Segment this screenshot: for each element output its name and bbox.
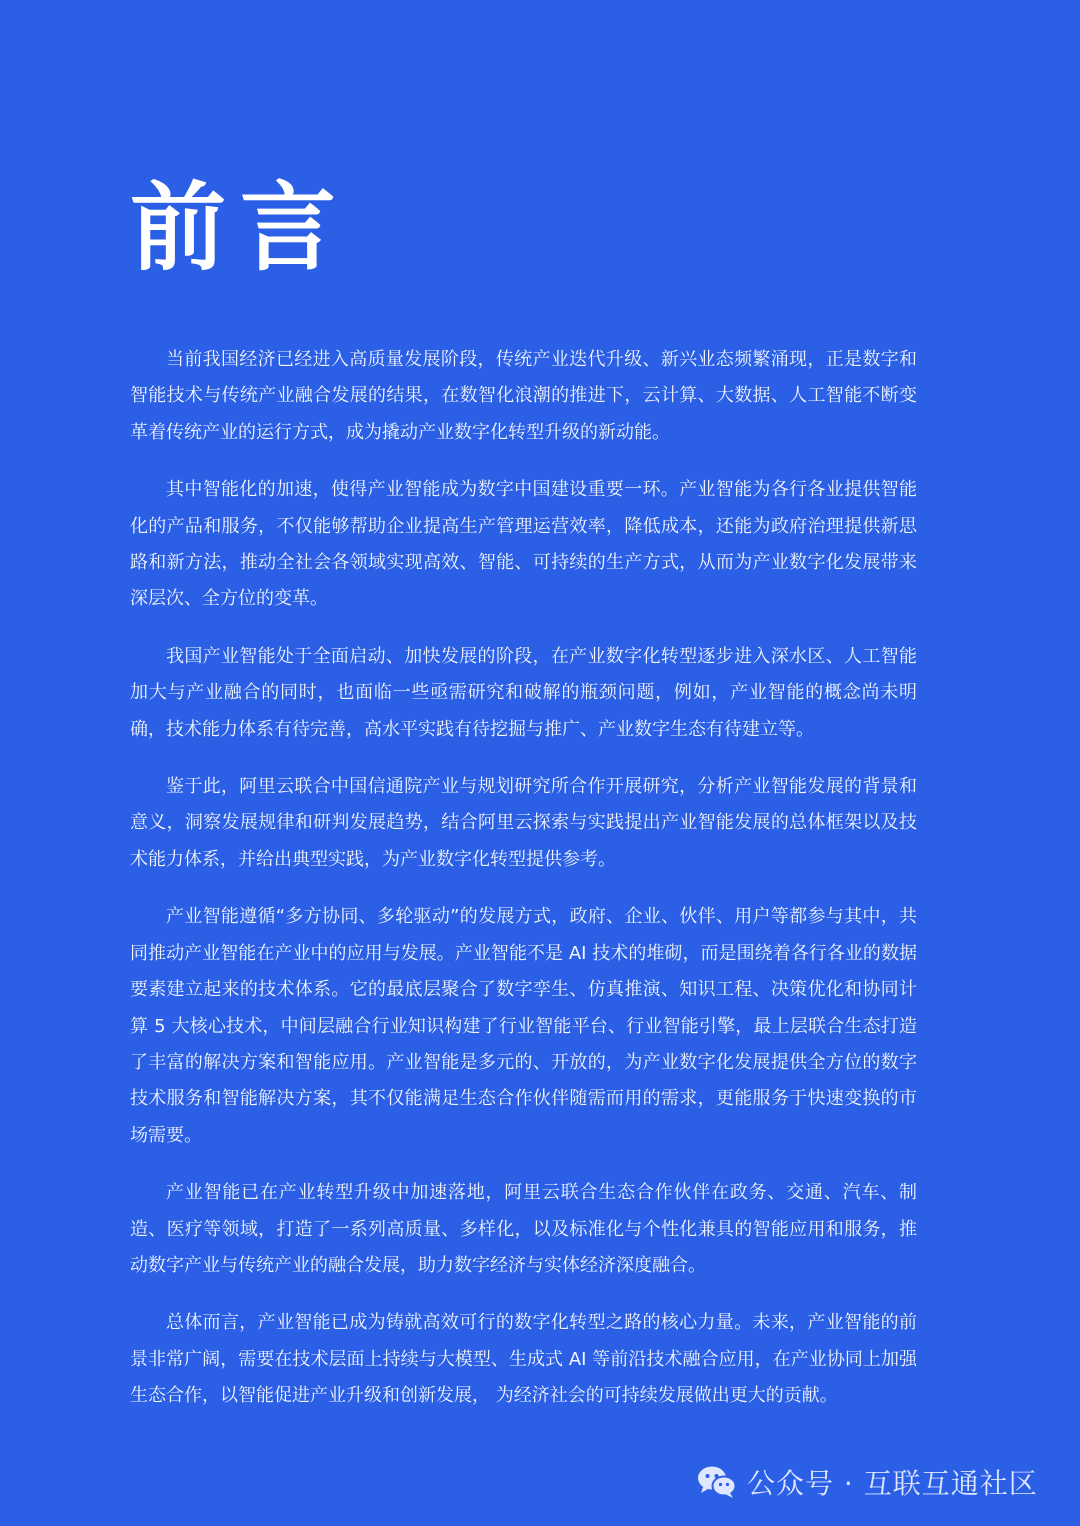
- paragraph: 产业智能已在产业转型升级中加速落地，阿里云联合生态合作伙伴在政务、交通、汽车、制造、医疗等领域，打造了一系列高质量、多样化，以及标准化与个性化兼具的智能应用和服务，推动数字产业与传统产业的融合发展，助力数字经济与实体经济深度融合。: [130, 1182, 917, 1276]
- paragraph: 鉴于此，阿里云联合中国信通院产业与规划研究所合作开展研究，分析产业智能发展的背景和意义，洞察发展规律和研判发展趋势，结合阿里云探索与实践提出产业智能发展的总体框架以及技术能力体系，并给出典型实践，为产业数字化转型提供参考。: [130, 776, 917, 870]
- paragraph: 当前我国经济已经进入高质量发展阶段，传统产业迭代升级、新兴业态频繁涌现，正是数字和智能技术与传统产业融合发展的结果，在数智化浪潮的推进下，云计算、大数据、人工智能不断变革着传统产业的运行方式，成为撬动产业数字化转型升级的新动能。: [130, 349, 917, 443]
- paragraph: 其中智能化的加速，使得产业智能成为数字中国建设重要一环。产业智能为各行各业提供智能化的产品和服务，不仅能够帮助企业提高生产管理运营效率，降低成本，还能为政府治理提供新思路和新方法，推动全社会各领域实现高效、智能、可持续的生产方式，从而为产业数字化发展带来深层次、全方位的变革。: [130, 479, 917, 610]
- body-text: [130, 342, 917, 1436]
- paragraph: 我国产业智能处于全面启动、加快发展的阶段，在产业数字化转型逐步进入深水区、人工智能加大与产业融合的同时，也面临一些亟需研究和破解的瓶颈问题，例如，产业智能的概念尚未明确，技术能力体系有待完善，高水平实践有待挖掘与推广、产业数字生态有待建立等。: [130, 645, 917, 740]
- wechat-icon: [697, 1465, 737, 1499]
- watermark-text: 公众号 · 互联互通社区: [747, 1467, 1038, 1500]
- paragraph: 总体而言，产业智能已成为铸就高效可行的数字化转型之路的核心力量。未来，产业智能的前景非常广阔，需要在技术层面上持续与大模型、生成式 AI 等前沿技术融合应用，在产业协同上加强生态合作，以智能促进产业升级和创新发展， 为经济社会的可持续发展做出更大的贡献。: [130, 1312, 917, 1407]
- watermark: [697, 1460, 1038, 1504]
- page-title: 前言: [130, 172, 350, 284]
- paragraph: 产业智能遵循“多方协同、多轮驱动”的发展方式，政府、企业、伙伴、用户等都参与其中，共同推动产业智能在产业中的应用与发展。产业智能不是 AI 技术的堆砌，而是围绕着各行各业的数据要素建立起来的技术体系。它的最底层聚合了数字孪生、仿真推演、知识工程、决策优化和协同计算 5 大核心技术，中间层融合行业知识构建了行业智能平台、行业智能引擎，最上层联合生态打造了丰富的解决方案和智能应用。产业智能是多元的、开放的，为产业数字化发展提供全方位的数字技术服务和智能解决方案，其不仅能满足生态合作伙伴随需而用的需求，更能服务于快速变换的市场需要。: [130, 906, 917, 1146]
